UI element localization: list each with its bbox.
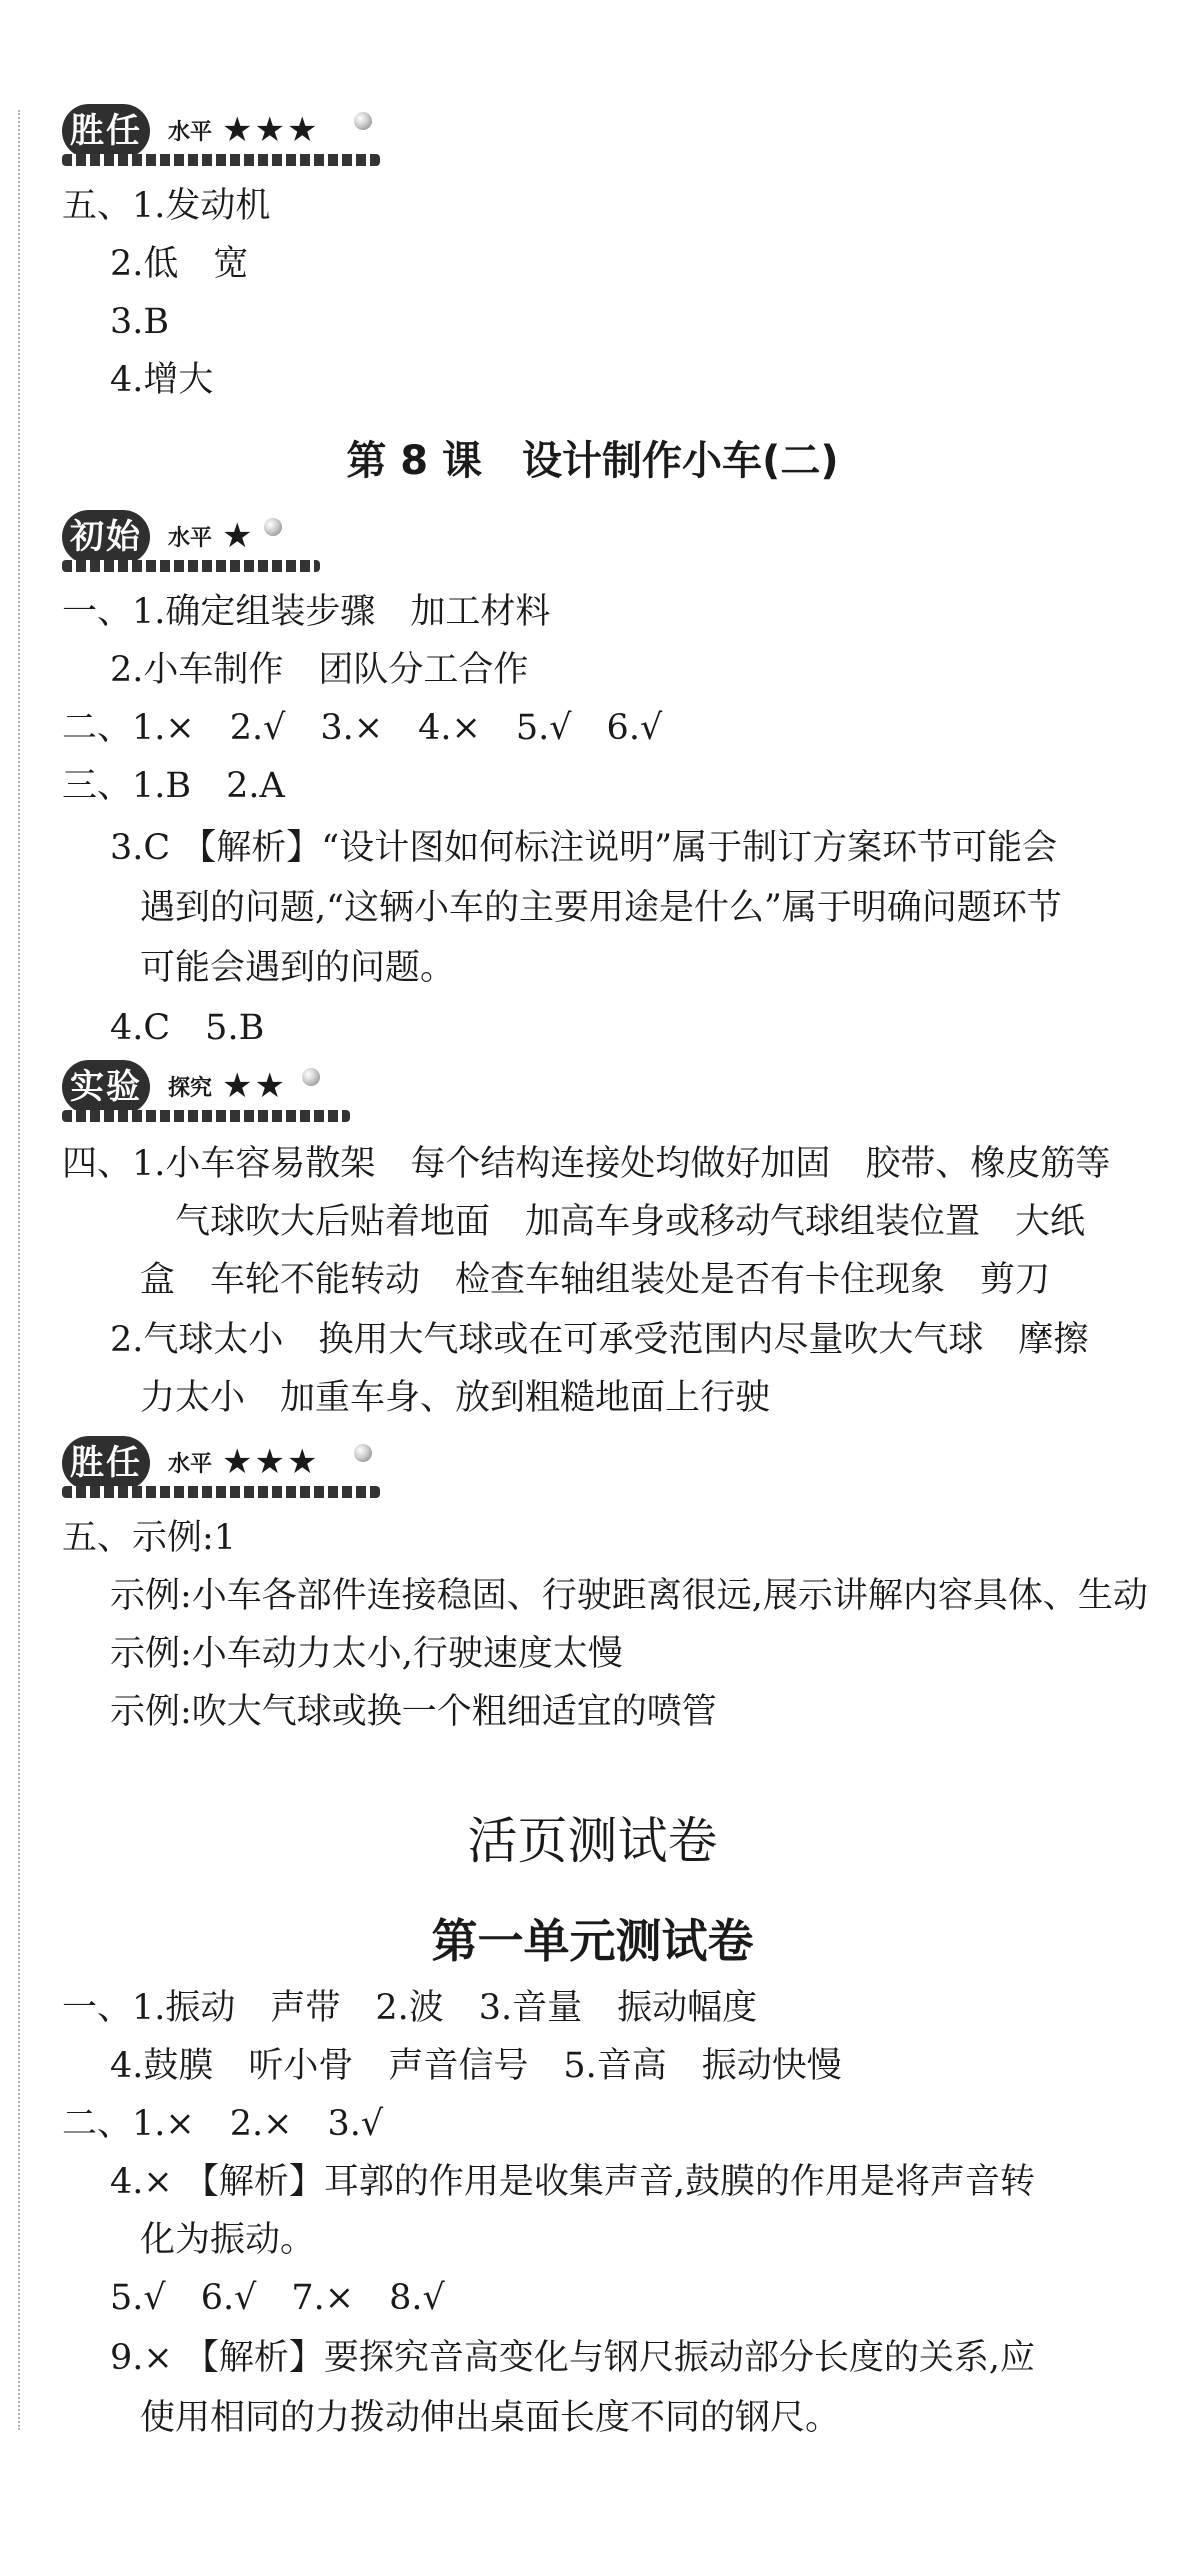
badge-ball-icon	[264, 518, 282, 536]
answer-line: 9.× 【解析】要探究音高变化与钢尺振动部分长度的关系,应	[110, 2338, 1035, 2378]
badge-level-text: 水平	[168, 120, 213, 145]
answer-line: 二、1.× 2.× 3.√	[62, 2104, 384, 2144]
answer-line: 三、1.B 2.A	[62, 766, 285, 806]
answer-line: 使用相同的力拨动伸出桌面长度不同的钢尺。	[140, 2398, 841, 2438]
badge-level-text: 水平	[168, 526, 213, 551]
answer-line: 示例:小车各部件连接稳固、行驶距离很远,展示讲解内容具体、生动	[110, 1576, 1148, 1616]
badge-stars: ★	[222, 516, 255, 556]
section-title: 活页测试卷	[467, 1812, 718, 1870]
badge-label: 胜任	[62, 104, 150, 158]
answer-line: 5.√ 6.√ 7.× 8.√	[110, 2278, 445, 2318]
level-badge-chushi	[62, 510, 322, 570]
badge-stars: ★★	[222, 1066, 287, 1106]
answer-line: 2.小车制作 团队分工合作	[110, 650, 529, 690]
badge-level-text: 探究	[168, 1076, 213, 1101]
badge-label: 实验	[62, 1060, 150, 1114]
answer-line: 2.低 宽	[110, 244, 249, 284]
answer-line: 4.鼓膜 听小骨 声音信号 5.音高 振动快慢	[110, 2046, 842, 2086]
badge-wave-decoration	[62, 154, 380, 166]
answer-line: 3.C 【解析】“设计图如何标注说明”属于制订方案环节可能会	[110, 828, 1058, 868]
answer-line: 四、1.小车容易散架 每个结构连接处均做好加固 胶带、橡皮筋等	[62, 1144, 1111, 1184]
answer-line: 一、1.振动 声带 2.波 3.音量 振动幅度	[62, 1988, 758, 2028]
answer-line: 气球吹大后贴着地面 加高车身或移动气球组装位置 大纸	[175, 1202, 1086, 1242]
answer-line: 化为振动。	[140, 2220, 316, 2260]
answer-line: 示例:吹大气球或换一个粗细适宜的喷管	[110, 1692, 717, 1732]
badge-label: 胜任	[62, 1436, 150, 1490]
answer-line: 遇到的问题,“这辆小车的主要用途是什么”属于明确问题环节	[140, 888, 1062, 928]
badge-ball-icon	[354, 112, 372, 130]
badge-ball-icon	[302, 1068, 320, 1086]
badge-wave-decoration	[62, 1110, 350, 1122]
badge-stars: ★★★	[222, 110, 320, 150]
answer-line: 4.× 【解析】耳郭的作用是收集声音,鼓膜的作用是将声音转	[110, 2162, 1035, 2202]
lesson-title: 第 8 课 设计制作小车(二)	[346, 438, 839, 484]
answer-line: 可能会遇到的问题。	[140, 948, 456, 988]
badge-ball-icon	[354, 1444, 372, 1462]
badge-stars: ★★★	[222, 1442, 320, 1482]
answer-line: 五、1.发动机	[62, 186, 271, 226]
badge-level-text: 水平	[168, 1452, 213, 1477]
answer-line: 盒 车轮不能转动 检查车轴组装处是否有卡住现象 剪刀	[140, 1260, 1051, 1300]
level-badge-shiyan	[62, 1060, 352, 1120]
badge-wave-decoration	[62, 1486, 380, 1498]
unit-test-title: 第一单元测试卷	[431, 1914, 754, 1968]
answer-line: 4.增大	[110, 360, 214, 400]
level-badge-shengren	[62, 1436, 382, 1496]
badge-wave-decoration	[62, 560, 320, 572]
answer-line: 一、1.确定组装步骤 加工材料	[62, 592, 551, 632]
answer-line: 力太小 加重车身、放到粗糙地面上行驶	[140, 1378, 771, 1418]
answer-line: 3.B	[110, 302, 170, 342]
badge-label: 初始	[62, 510, 150, 564]
level-badge-shengren	[62, 104, 382, 164]
answer-line: 二、1.× 2.√ 3.× 4.× 5.√ 6.√	[62, 708, 663, 748]
answer-line: 五、示例:1	[62, 1518, 237, 1558]
answer-line: 示例:小车动力太小,行驶速度太慢	[110, 1634, 623, 1674]
answer-line: 4.C 5.B	[110, 1008, 265, 1048]
answer-line: 2.气球太小 换用大气球或在可承受范围内尽量吹大气球 摩擦	[110, 1320, 1089, 1360]
